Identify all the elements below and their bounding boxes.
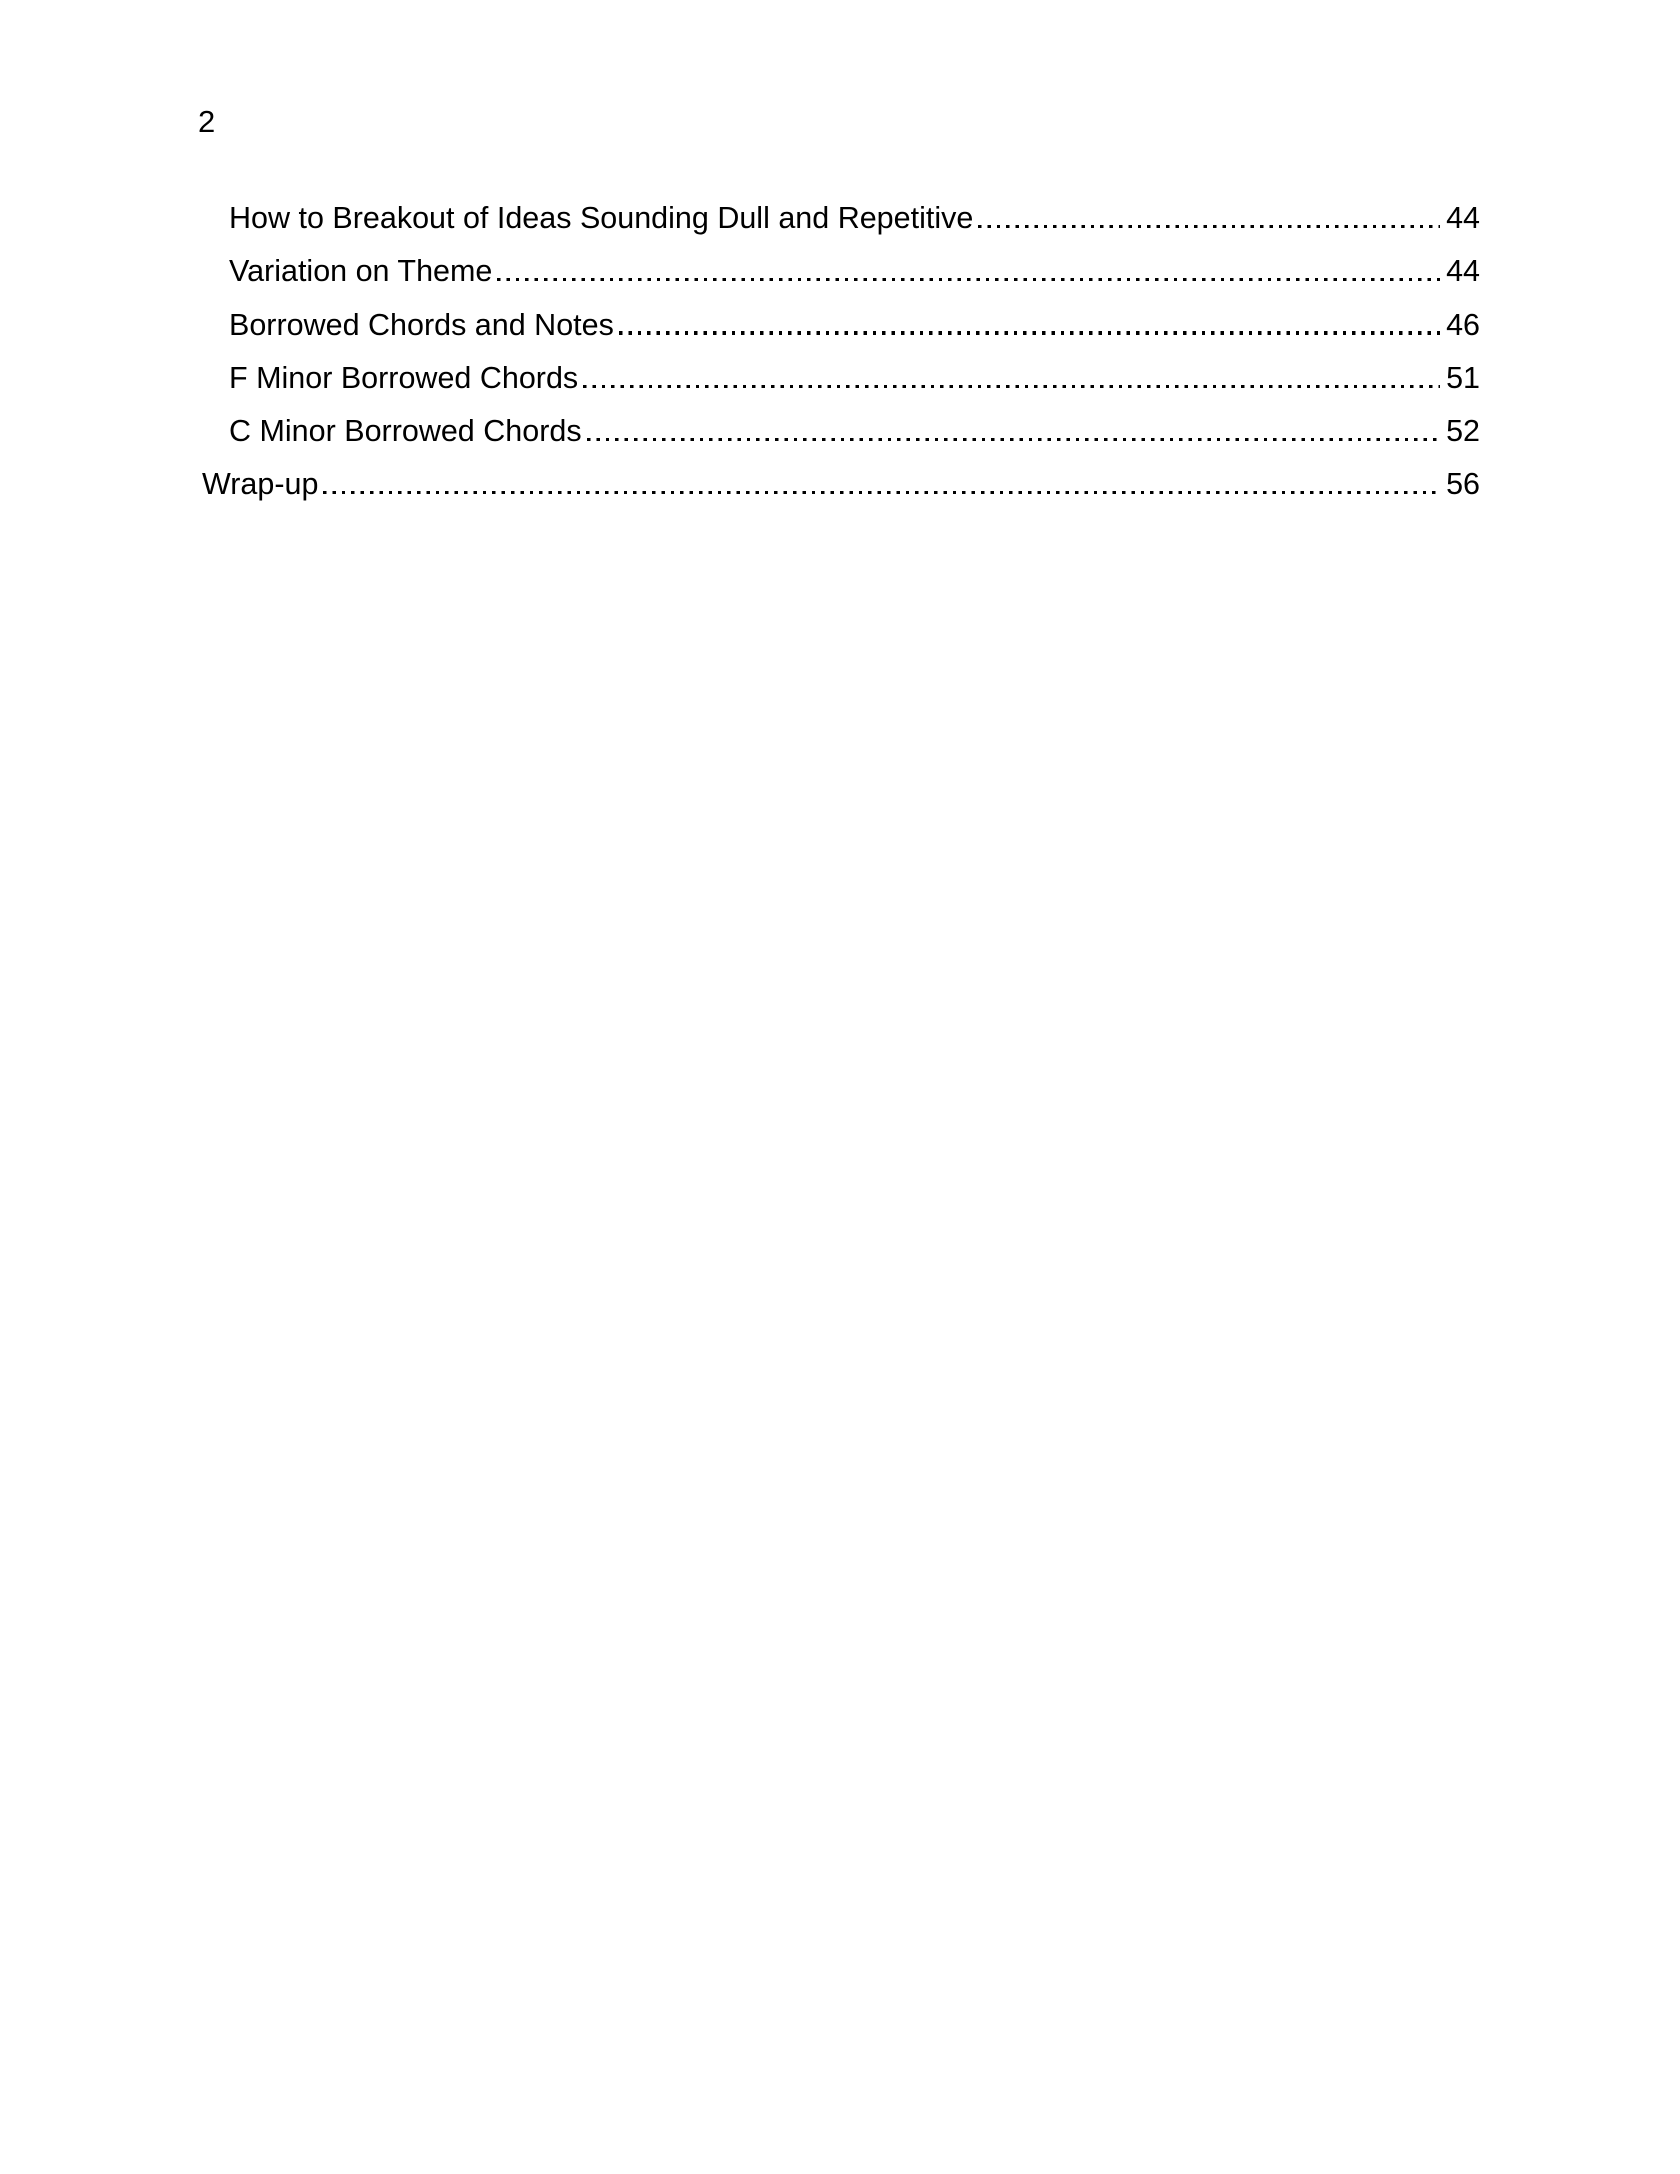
toc-entry[interactable] — [202, 308, 1480, 361]
toc-dot-leader — [583, 385, 1440, 388]
toc-entry-page-number: 51 — [1446, 360, 1480, 395]
toc-entry-page-number: 52 — [1446, 414, 1480, 449]
toc-entry[interactable] — [202, 414, 1480, 467]
table-of-contents — [202, 201, 1480, 521]
toc-entry-page-number: 56 — [1446, 467, 1480, 502]
toc-entry-page-number: 44 — [1446, 254, 1480, 289]
toc-entry-label: C Minor Borrowed Chords — [229, 414, 582, 449]
toc-entry-label: Variation on Theme — [229, 254, 493, 289]
toc-dot-leader — [619, 331, 1440, 334]
toc-entry[interactable] — [202, 361, 1480, 414]
toc-entry-label: Wrap-up — [202, 467, 319, 502]
toc-dot-leader — [497, 278, 1440, 281]
toc-entry-page-number: 44 — [1446, 201, 1480, 235]
toc-entry[interactable] — [202, 254, 1480, 307]
toc-entry-label: F Minor Borrowed Chords — [229, 360, 579, 395]
toc-dot-leader — [323, 491, 1440, 494]
toc-entry[interactable] — [202, 201, 1480, 254]
toc-dot-leader — [587, 438, 1440, 441]
toc-entry-label: Borrowed Chords and Notes — [229, 307, 614, 342]
page-number: 2 — [198, 104, 216, 139]
toc-entry[interactable] — [202, 467, 1480, 520]
toc-entry-label: How to Breakout of Ideas Sounding Dull and Repetitive — [229, 201, 974, 235]
toc-entry-page-number: 46 — [1446, 307, 1480, 342]
toc-dot-leader — [978, 225, 1440, 228]
